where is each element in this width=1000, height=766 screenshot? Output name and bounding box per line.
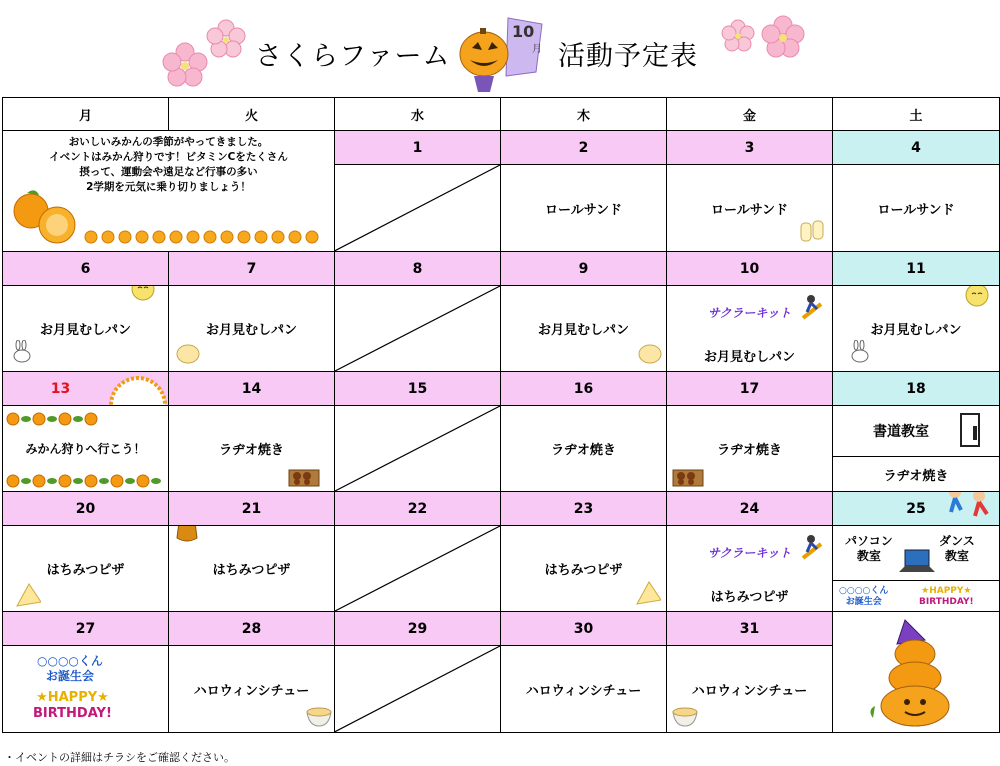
stew-bowl-icon [305, 702, 333, 728]
diagonal-line [335, 286, 500, 371]
weekday-thu: 木 [501, 98, 667, 131]
running-kid-icon [795, 534, 825, 560]
steamed-bun-icon [637, 342, 663, 364]
mikan-icon [9, 187, 79, 247]
diagonal-line [335, 406, 500, 491]
birthday-party-label: ○○○○くん お誕生会 [37, 654, 103, 684]
diagonal-line [335, 646, 500, 732]
activity-cell: ラヂオ焼き [501, 406, 667, 492]
halloween-badge [456, 14, 548, 94]
activity-cell: みかん狩りへ行こう！ [3, 406, 169, 492]
activity-cell: お月見むしパン [3, 286, 169, 372]
mikan-slices-border-icon [83, 229, 333, 245]
rabbit-icon [9, 340, 35, 364]
activity-cell: サクラーキット お月見むしパン [667, 286, 833, 372]
activity-cell [833, 406, 1000, 492]
split-activity: ラヂオ焼き [883, 468, 949, 484]
pumpkin-decoration-cell [833, 612, 1000, 733]
title-bar [0, 0, 1000, 96]
week-2-activities [3, 286, 1000, 372]
day-cell-number: 18 [833, 372, 1000, 406]
activity-cell: はちみつピザ [501, 526, 667, 612]
day-cell-number: 28 [169, 612, 335, 646]
intro-message: おいしいみかんの季節がやってきました。 イベントはみかん狩りです！ビタミンCをたくさん 摂って、運動会や遠足など行事の多い 2学期を元気に乗り切りましょう！ [49, 136, 288, 193]
day-cell-number: 11 [833, 252, 1000, 286]
calligraphy-paper-icon [959, 412, 983, 448]
calendar-table [2, 97, 1000, 733]
day-cell-number: 22 [335, 492, 501, 526]
day-cell-number: 23 [501, 492, 667, 526]
day-cell-number: 10 [667, 252, 833, 286]
no-activity-cell [335, 526, 501, 612]
diagonal-line [335, 165, 500, 251]
day-cell-number: 21 [169, 492, 335, 526]
pizza-slice-icon [15, 582, 41, 608]
schedule-title: 活動予定表 [558, 41, 698, 72]
activity-cell: ロールサンド [667, 165, 833, 252]
pc-dance-class: パソコン 教室 ダンス 教室 [833, 526, 999, 581]
weekday-sat: 土 [833, 98, 1000, 131]
sakura-flower-icon [760, 14, 806, 60]
activity-cell: お月見むしパン [833, 286, 1000, 372]
day-cell-number: 7 [169, 252, 335, 286]
calligraphy-class: 書道教室 [833, 406, 999, 457]
week-3-activities [3, 406, 1000, 492]
day-cell-number: 6 [3, 252, 169, 286]
week-3-dates [3, 372, 1000, 406]
day-cell-number: 14 [169, 372, 335, 406]
happy-birthday-logo: ★HAPPY★ BIRTHDAY! [33, 690, 112, 722]
day-cell-number: 1 [335, 131, 501, 165]
footnote: ・イベントの詳細はチラシをご確認ください。 [4, 751, 235, 764]
sakura-flower-icon [720, 18, 756, 54]
week-5-dates [3, 612, 1000, 646]
honey-pot-icon [175, 526, 199, 545]
activity-cell: ロールサンド [501, 165, 667, 252]
mikan-border-icon [3, 472, 169, 490]
week-1-dates [3, 131, 1000, 165]
intro-cell [3, 131, 335, 252]
day-cell-number: 13 [3, 372, 169, 406]
day-cell-number: 4 [833, 131, 1000, 165]
activity-cell: ハロウィンシチュー [501, 646, 667, 733]
month-unit: 月 [532, 44, 542, 55]
no-activity-cell [335, 646, 501, 733]
day-cell-number: 27 [3, 612, 169, 646]
activity-cell: お月見むしパン [169, 286, 335, 372]
no-activity-cell [335, 165, 501, 252]
takoyaki-icon [287, 462, 321, 488]
week-4-dates [3, 492, 1000, 526]
day-cell-number: 9 [501, 252, 667, 286]
activity-cell: お月見むしパン [501, 286, 667, 372]
week-2-dates [3, 252, 1000, 286]
month-number: 10 [512, 22, 535, 41]
steamed-bun-icon [175, 342, 201, 364]
pumpkin-stack-icon [861, 618, 971, 728]
rabbit-icon [847, 340, 873, 364]
weekday-tue: 火 [169, 98, 335, 131]
day-cell-number: 15 [335, 372, 501, 406]
sakura-kit-logo: サクラーキット [707, 546, 792, 560]
day-cell-number: 25 [833, 492, 1000, 526]
day-cell-number: 8 [335, 252, 501, 286]
farm-name: さくらファーム [255, 41, 451, 72]
weekday-mon: 月 [3, 98, 169, 131]
weekday-wed: 水 [335, 98, 501, 131]
activity-cell: はちみつピザ [169, 526, 335, 612]
activity-cell: ロールサンド [833, 165, 1000, 252]
activity-cell: ハロウィンシチュー [667, 646, 833, 733]
stew-bowl-icon [671, 702, 699, 728]
diagonal-line [335, 526, 500, 611]
day-cell-number: 30 [501, 612, 667, 646]
no-activity-cell [335, 286, 501, 372]
mikan-wreath-icon [107, 372, 169, 406]
activity-cell: ラヂオ焼き [169, 406, 335, 492]
day-cell-number: 31 [667, 612, 833, 646]
birthday-party-small: ○○○○くん お誕生会 ★HAPPY★ BIRTHDAY! [839, 586, 974, 607]
takoyaki-icon [671, 462, 705, 488]
activity-cell: サクラーキット はちみつピザ [667, 526, 833, 612]
no-activity-cell [335, 406, 501, 492]
activity-cell [833, 526, 1000, 612]
sakura-flower-icon [205, 18, 247, 60]
day-cell-number: 17 [667, 372, 833, 406]
activity-cell: ラヂオ焼き [667, 406, 833, 492]
roll-sandwich-icon [799, 217, 827, 245]
day-cell-number: 24 [667, 492, 833, 526]
moon-icon [963, 286, 993, 311]
day-cell-number: 2 [501, 131, 667, 165]
day-cell-number: 16 [501, 372, 667, 406]
day-cell-number: 3 [667, 131, 833, 165]
sakura-kit-logo: サクラーキット [707, 306, 792, 320]
running-kid-icon [795, 294, 825, 320]
day-cell-number: 29 [335, 612, 501, 646]
weekday-header-row [3, 98, 1000, 131]
day-cell-number: 20 [3, 492, 169, 526]
activity-cell: はちみつピザ [3, 526, 169, 612]
activity-cell [3, 646, 169, 733]
laptop-icon [899, 548, 935, 576]
activity-cell: ハロウィンシチュー [169, 646, 335, 733]
pizza-slice-icon [635, 580, 661, 606]
sakura-flower-icon [160, 40, 210, 90]
weekday-fri: 金 [667, 98, 833, 131]
mikan-border-icon [3, 410, 163, 428]
week-4-activities [3, 526, 1000, 612]
children-running-icon [941, 492, 999, 525]
moon-icon [129, 286, 159, 305]
